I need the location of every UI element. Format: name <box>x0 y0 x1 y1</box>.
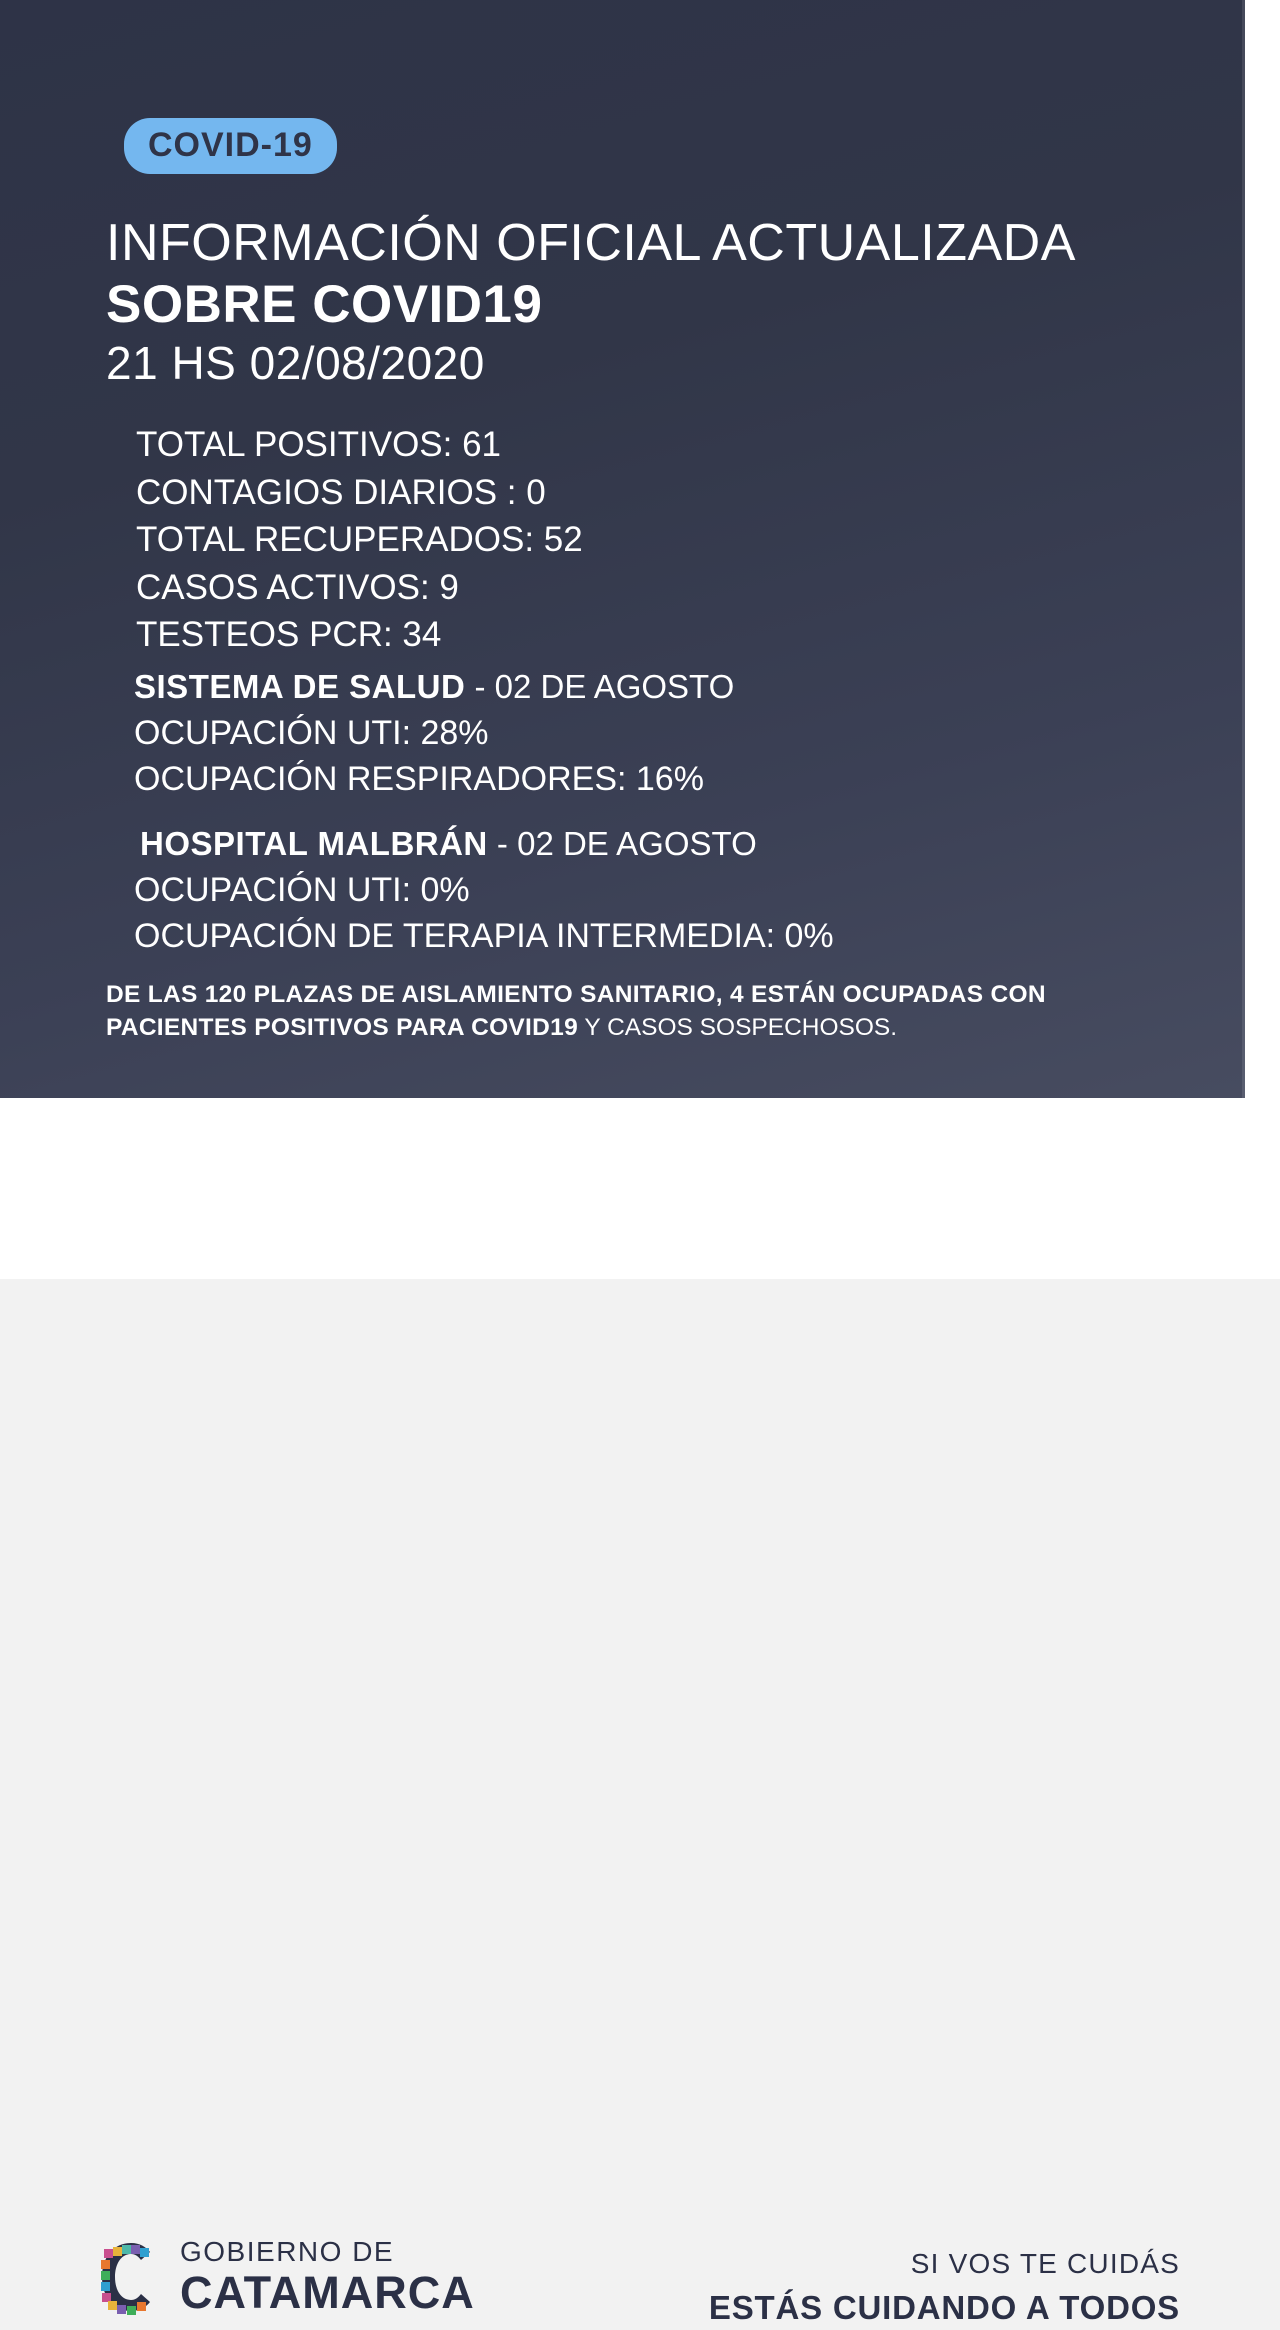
health-system-respiradores: OCUPACIÓN RESPIRADORES: 16% <box>134 759 704 798</box>
health-system-uti: OCUPACIÓN UTI: 28% <box>134 713 489 752</box>
slogan-line-1: SI VOS TE CUIDÁS <box>910 2248 1180 2279</box>
malbran-uti: OCUPACIÓN UTI: 0% <box>134 870 470 909</box>
malbran-title-text: HOSPITAL MALBRÁN <box>140 825 488 862</box>
malbran-title <box>134 822 834 867</box>
slogan-line-2: ESTÁS CUIDANDO A TODOS <box>708 2289 1180 2326</box>
headline-date: 21 HS 02/08/2020 <box>106 336 485 389</box>
isolation-note <box>106 978 1176 1044</box>
health-system-title <box>134 665 734 710</box>
government-line-1: GOBIERNO DE <box>180 2236 395 2267</box>
stat-casos-activos: CASOS ACTIVOS: 9 <box>136 567 459 607</box>
stat-total-recuperados: TOTAL RECUPERADOS: 52 <box>136 520 583 560</box>
malbran-terapia-intermedia: OCUPACIÓN DE TERAPIA INTERMEDIA: 0% <box>134 916 834 955</box>
isolation-note-rest: Y CASOS SOSPECHOSOS. <box>578 1014 898 1042</box>
stat-total-positivos: TOTAL POSITIVOS: 61 <box>136 425 502 464</box>
government-line-2: CATAMARCA <box>180 2267 475 2318</box>
government-wordmark <box>180 2236 475 2318</box>
malbran-section <box>134 822 834 959</box>
isolation-note-bold: DE LAS 120 PLAZAS DE AISLAMIENTO SANITARIO, 4 ESTÁN OCUPADAS CON PACIENTES POSITIVOS PARA COVID19 <box>106 981 1046 1042</box>
health-system-date: - 02 DE AGOSTO <box>465 668 735 705</box>
headline-line-2: SOBRE COVID19 <box>106 275 543 335</box>
stat-testeos-pcr: TESTEOS PCR: 34 <box>136 615 442 655</box>
main-dark-panel <box>0 0 1245 1098</box>
slogan-block <box>709 2246 1180 2330</box>
malbran-date: - 02 DE AGOSTO <box>487 825 757 862</box>
catamarca-emblem-icon <box>96 2239 166 2315</box>
health-system-section <box>134 665 734 802</box>
health-system-title-text: SISTEMA DE SALUD <box>134 668 466 705</box>
headline-block <box>106 215 1076 389</box>
stats-list <box>136 421 583 659</box>
government-logo-block <box>96 2236 475 2318</box>
headline-line-1: INFORMACIÓN OFICIAL ACTUALIZADA <box>106 214 1076 272</box>
stat-contagios-diarios: CONTAGIOS DIARIOS : 0 <box>136 472 546 512</box>
footer-bar <box>0 1098 1280 2326</box>
covid-badge: COVID-19 <box>124 118 337 174</box>
